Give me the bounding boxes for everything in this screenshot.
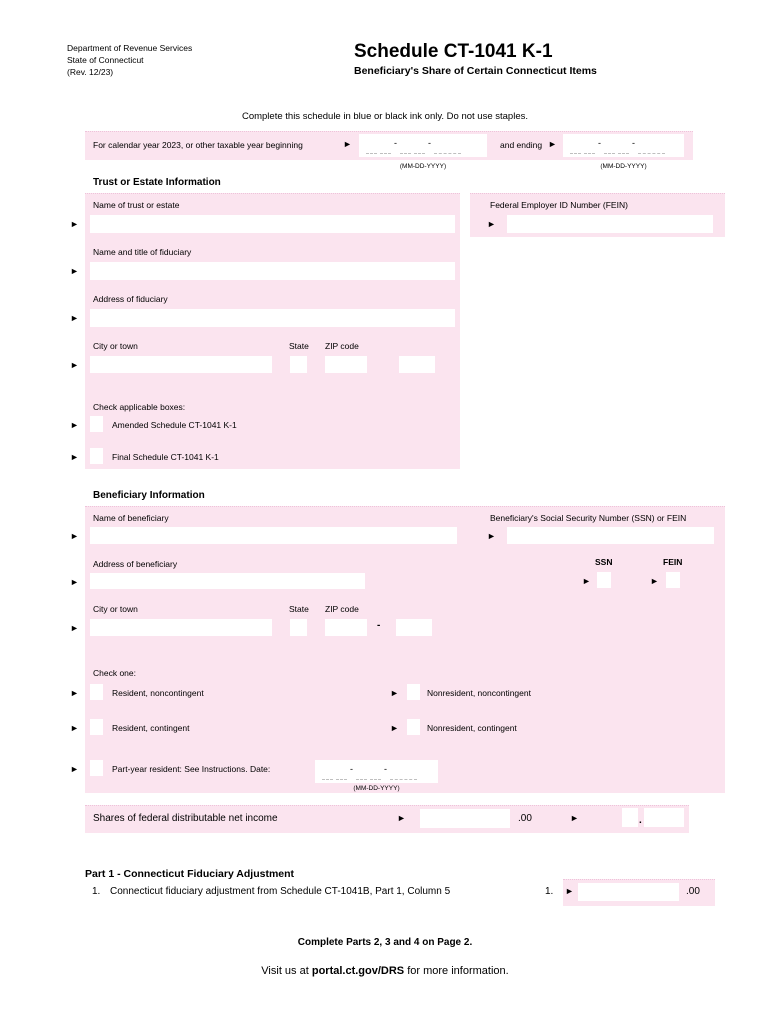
shares-amount-input[interactable]	[420, 809, 510, 828]
beneficiary-zip-label: ZIP code	[325, 604, 359, 614]
beneficiary-zip4-input[interactable]	[396, 619, 432, 636]
date-slot	[370, 773, 381, 780]
date-slot	[414, 147, 425, 154]
part-year-date-input[interactable]	[315, 760, 438, 783]
final-arrow-icon: ►	[70, 452, 79, 462]
part-year-label: Part-year resident: See Instructions. Date:	[112, 764, 271, 774]
shares-amount-arrow-icon: ►	[397, 813, 406, 823]
beneficiary-section-panel	[85, 506, 725, 793]
final-label: Final Schedule CT-1041 K-1	[112, 452, 219, 462]
fiduciary-name-arrow-icon: ►	[70, 266, 79, 276]
form-subtitle: Beneficiary's Share of Certain Connecticut Items	[354, 65, 597, 77]
beneficiary-name-input[interactable]	[90, 527, 457, 544]
fein-type-arrow-icon: ►	[650, 576, 659, 586]
part-year-arrow-icon: ►	[70, 764, 79, 774]
final-checkbox[interactable]	[90, 448, 103, 464]
fiduciary-address-label: Address of fiduciary	[93, 294, 168, 304]
date-slot	[434, 147, 461, 154]
beneficiary-ssn-label: Beneficiary's Social Security Number (SSN) or FEIN	[490, 513, 687, 523]
date-slot	[638, 147, 665, 154]
date-slot	[356, 773, 367, 780]
date-slot	[618, 147, 629, 154]
trust-city-label: City or town	[93, 341, 138, 351]
resident-noncontingent-arrow-icon: ►	[70, 688, 79, 698]
footer-portal-url: portal.ct.gov/DRS	[311, 965, 405, 977]
beneficiary-address-label: Address of beneficiary	[93, 559, 178, 569]
ending-date-input[interactable]	[563, 134, 684, 157]
trust-fein-arrow-icon: ►	[487, 219, 496, 229]
beneficiary-name-arrow-icon: ►	[70, 531, 79, 541]
trust-state-label: State	[289, 341, 309, 351]
date-slot	[322, 773, 333, 780]
footer-visit-suffix: for more information.	[407, 965, 509, 977]
zip-dash: -	[377, 620, 381, 631]
resident-noncontingent-checkbox[interactable]	[90, 684, 103, 700]
part1-heading: Part 1 - Connecticut Fiduciary Adjustment	[85, 868, 295, 880]
trust-section-heading: Trust or Estate Information	[93, 177, 221, 188]
date-dash: -	[350, 764, 353, 774]
amended-checkbox[interactable]	[90, 416, 103, 432]
fein-type-label: FEIN	[663, 557, 683, 567]
resident-contingent-arrow-icon: ►	[70, 723, 79, 733]
ending-date-format-label: (MM-DD-YYYY)	[600, 163, 647, 170]
nonresident-contingent-arrow-icon: ►	[390, 723, 399, 733]
part1-line-number: 1.	[92, 886, 101, 897]
beneficiary-city-label: City or town	[93, 604, 138, 614]
fiduciary-name-input[interactable]	[90, 262, 455, 280]
ssn-type-checkbox[interactable]	[597, 572, 611, 588]
beneficiary-city-arrow-icon: ►	[70, 623, 79, 633]
trust-zip4-input[interactable]	[399, 356, 435, 373]
part1-cents-label: .00	[686, 886, 700, 897]
date-dash: -	[428, 138, 431, 148]
trust-name-arrow-icon: ►	[70, 219, 79, 229]
trust-city-arrow-icon: ►	[70, 360, 79, 370]
part-year-date-format-label: (MM-DD-YYYY)	[353, 785, 400, 792]
nonresident-contingent-label: Nonresident, contingent	[427, 723, 517, 733]
agency-line-3: (Rev. 12/23)	[67, 67, 114, 77]
nonresident-noncontingent-label: Nonresident, noncontingent	[427, 688, 531, 698]
trust-city-input[interactable]	[90, 356, 272, 373]
beginning-date-input[interactable]	[359, 134, 487, 157]
date-slot	[570, 147, 581, 154]
ssn-type-label: SSN	[595, 557, 613, 567]
resident-contingent-checkbox[interactable]	[90, 719, 103, 735]
beneficiary-section-heading: Beneficiary Information	[93, 490, 205, 501]
beneficiary-ssn-input[interactable]	[507, 527, 714, 544]
ink-instruction: Complete this schedule in blue or black ink only. Do not use staples.	[241, 111, 529, 122]
form-title: Schedule CT-1041 K-1	[354, 41, 553, 62]
shares-percent-fraction-input[interactable]	[644, 808, 684, 827]
trust-name-input[interactable]	[90, 215, 455, 233]
resident-contingent-label: Resident, contingent	[112, 723, 190, 733]
part1-line-number-right: 1.	[545, 886, 554, 897]
agency-block	[67, 42, 192, 78]
beneficiary-zip-input[interactable]	[325, 619, 367, 636]
date-slot	[604, 147, 615, 154]
trust-zip-label: ZIP code	[325, 341, 359, 351]
shares-cents-label: .00	[518, 813, 532, 824]
part1-amount-input[interactable]	[578, 883, 679, 901]
ssn-type-arrow-icon: ►	[582, 576, 591, 586]
date-slot	[584, 147, 595, 154]
check-one-label: Check one:	[93, 668, 136, 678]
beneficiary-state-label: State	[289, 604, 309, 614]
trust-state-input[interactable]	[290, 356, 307, 373]
date-dash: -	[598, 138, 601, 148]
fiduciary-address-input[interactable]	[90, 309, 455, 327]
beneficiary-name-label: Name of beneficiary	[93, 513, 169, 523]
shares-label: Shares of federal distributable net income	[93, 813, 278, 824]
agency-line-1: Department of Revenue Services	[67, 43, 193, 53]
date-dash: -	[394, 138, 397, 148]
agency-line-2: State of Connecticut	[67, 55, 144, 65]
fiduciary-name-label: Name and title of fiduciary	[93, 247, 192, 257]
date-slot	[400, 147, 411, 154]
fiduciary-address-arrow-icon: ►	[70, 313, 79, 323]
beneficiary-state-input[interactable]	[290, 619, 307, 636]
beneficiary-city-input[interactable]	[90, 619, 272, 636]
shares-percent-whole-input[interactable]	[622, 808, 638, 827]
shares-percent-arrow-icon: ►	[570, 813, 579, 823]
percent-decimal-point: .	[639, 815, 642, 826]
trust-fein-input[interactable]	[507, 215, 713, 233]
trust-name-label: Name of trust or estate	[93, 200, 180, 210]
footer-visit-line	[0, 965, 770, 977]
beginning-date-arrow-icon: ►	[343, 139, 352, 149]
date-dash: -	[384, 764, 387, 774]
calendar-prefix-label: For calendar year 2023, or other taxable year beginning	[93, 140, 303, 150]
beginning-date-format-label: (MM-DD-YYYY)	[399, 163, 447, 170]
nonresident-contingent-checkbox[interactable]	[407, 719, 420, 735]
date-slot	[390, 773, 417, 780]
beneficiary-address-arrow-icon: ►	[70, 577, 79, 587]
check-applicable-label: Check applicable boxes:	[93, 402, 186, 412]
footer-visit-prefix: Visit us at	[261, 965, 309, 977]
part-year-checkbox[interactable]	[90, 760, 103, 776]
amended-label: Amended Schedule CT-1041 K-1	[112, 420, 237, 430]
and-ending-label: and ending	[500, 140, 543, 150]
date-slot	[380, 147, 391, 154]
date-slot	[366, 147, 377, 154]
beneficiary-ssn-arrow-icon: ►	[487, 531, 496, 541]
resident-noncontingent-label: Resident, noncontingent	[112, 688, 204, 698]
part1-line-text: Connecticut fiduciary adjustment from Schedule CT-1041B, Part 1, Column 5	[110, 886, 451, 897]
amended-arrow-icon: ►	[70, 420, 79, 430]
trust-fein-label: Federal Employer ID Number (FEIN)	[490, 200, 628, 210]
beneficiary-address-input[interactable]	[90, 573, 365, 589]
ending-date-arrow-icon: ►	[548, 139, 557, 149]
nonresident-noncontingent-arrow-icon: ►	[390, 688, 399, 698]
date-slot	[336, 773, 347, 780]
part1-amount-arrow-icon: ►	[565, 886, 574, 896]
footer-parts-note: Complete Parts 2, 3 and 4 on Page 2.	[297, 937, 473, 948]
fein-type-checkbox[interactable]	[666, 572, 680, 588]
date-dash: -	[632, 138, 635, 148]
trust-zip-input[interactable]	[325, 356, 367, 373]
nonresident-noncontingent-checkbox[interactable]	[407, 684, 420, 700]
